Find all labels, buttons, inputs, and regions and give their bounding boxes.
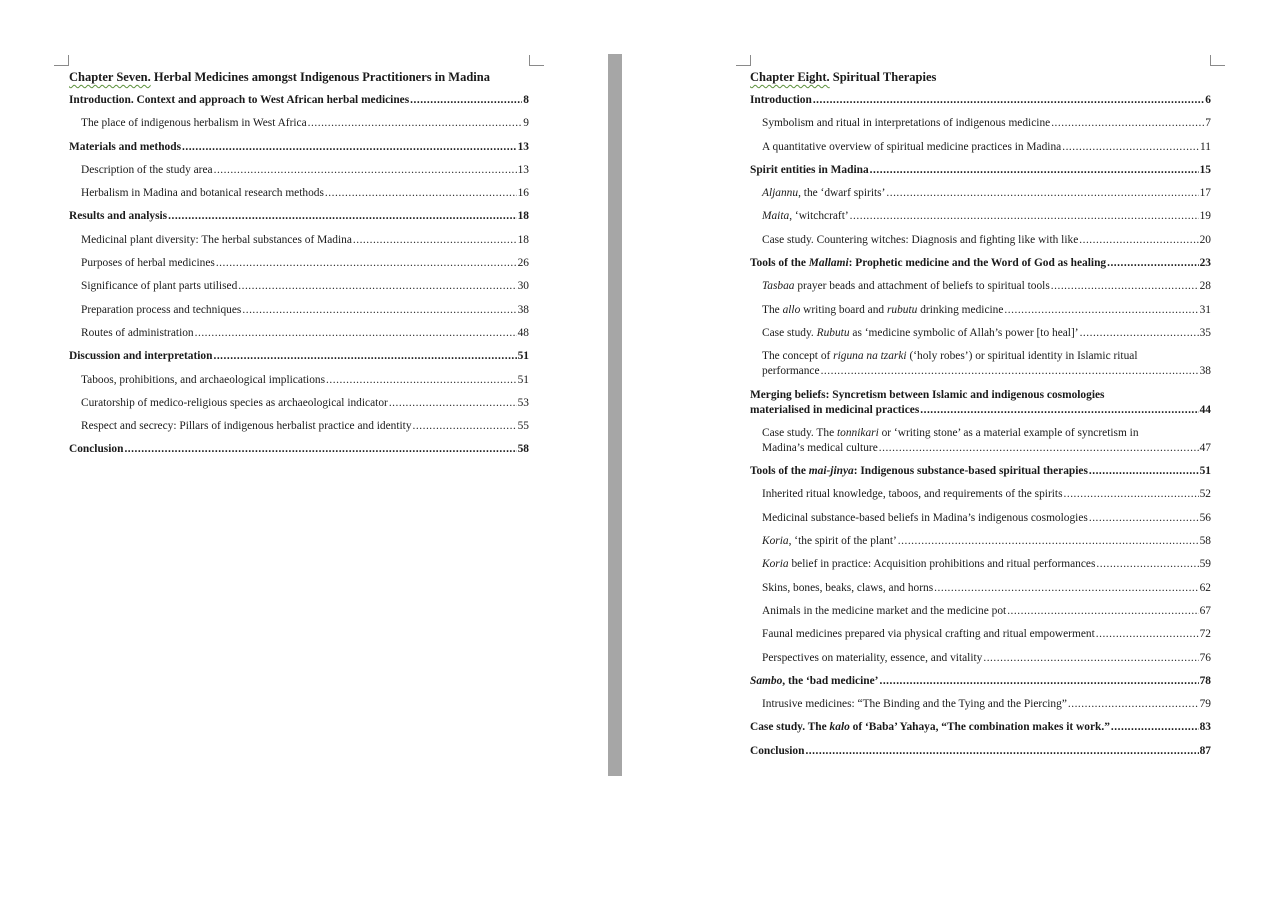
chapter-name: Herbal Medicines amongst Indigenous Practitioners in Madina xyxy=(150,70,490,84)
chapter-title xyxy=(750,69,1211,86)
toc-entry[interactable]: Significance of plant parts utilised ..... 30 xyxy=(69,279,529,294)
toc-entry[interactable]: Tasbaa prayer beads and attachment of beliefs to spiritual tools ..... 28 xyxy=(750,279,1211,294)
chapter-label: Chapter Eight. xyxy=(750,70,830,84)
toc-entry[interactable]: Respect and secrecy: Pillars of indigenous herbalist practice and identity ..... 55 xyxy=(69,419,529,434)
toc-entry[interactable]: Aljannu, the ‘dwarf spirits’ ..... 17 xyxy=(750,186,1211,201)
toc-entry[interactable]: Spirit entities in Madina ..... 15 xyxy=(750,163,1211,178)
toc-entry[interactable]: Case study. Countering witches: Diagnosis and fighting like with like ..... 20 xyxy=(750,233,1211,248)
toc-entry[interactable]: Merging beliefs: Syncretism between Islamic and indigenous cosmologies materialised in medicinal practices ..... 44 xyxy=(750,388,1211,418)
toc-entry[interactable]: Case study. The kalo of ‘Baba’ Yahaya, “The combination makes it work.” ..... 83 xyxy=(750,720,1211,735)
toc-entry[interactable]: Sambo, the ‘bad medicine’ ..... 78 xyxy=(750,674,1211,689)
toc-entry[interactable]: Curatorship of medico-religious species as archaeological indicator ..... 53 xyxy=(69,396,529,411)
toc-entry[interactable]: Preparation process and techniques ..... 38 xyxy=(69,303,529,318)
toc-entry[interactable]: Maita, ‘witchcraft’ ..... 19 xyxy=(750,209,1211,224)
toc-entry[interactable]: Koria, ‘the spirit of the plant’ ..... 58 xyxy=(750,534,1211,549)
toc-entry[interactable]: A quantitative overview of spiritual medicine practices in Madina ..... 11 xyxy=(750,140,1211,155)
toc-entry[interactable]: Herbalism in Madina and botanical research methods ..... 16 xyxy=(69,186,529,201)
chapter-label: Chapter Seven. xyxy=(69,70,151,84)
toc-entry[interactable]: The allo writing board and rubutu drinking medicine ..... 31 xyxy=(750,303,1211,318)
toc-entry[interactable]: Intrusive medicines: “The Binding and the Tying and the Piercing” ..... 79 xyxy=(750,697,1211,712)
page-gutter xyxy=(608,54,622,776)
toc-entry[interactable]: Conclusion ..... 87 xyxy=(750,744,1211,759)
toc-entry[interactable]: Conclusion ..... 58 xyxy=(69,442,529,457)
toc-entry[interactable]: The concept of riguna na tzarki (‘holy robes’) or spiritual identity in Islamic ritual performance ..... 38 xyxy=(750,349,1211,379)
right-page xyxy=(622,0,1280,905)
toc-entry[interactable]: Purposes of herbal medicines ..... 26 xyxy=(69,256,529,271)
toc-chapter-eight xyxy=(750,69,1211,767)
chapter-title xyxy=(69,69,529,86)
toc-entry[interactable]: Perspectives on materiality, essence, and vitality ..... 76 xyxy=(750,651,1211,666)
toc-entry[interactable]: Tools of the mai-jinya: Indigenous substance-based spiritual therapies ..... 51 xyxy=(750,464,1211,479)
toc-entry[interactable]: Results and analysis ..... 18 xyxy=(69,209,529,224)
toc-entry[interactable]: Routes of administration ..... 48 xyxy=(69,326,529,341)
toc-entry[interactable]: Introduction. Context and approach to West African herbal medicines ..... 8 xyxy=(69,93,529,108)
chapter-name: Spiritual Therapies xyxy=(829,70,937,84)
toc-entry[interactable]: Materials and methods ..... 13 xyxy=(69,140,529,155)
toc-entry[interactable]: Faunal medicines prepared via physical crafting and ritual empowerment ..... 72 xyxy=(750,627,1211,642)
toc-entry[interactable]: Medicinal substance-based beliefs in Madina’s indigenous cosmologies ..... 56 xyxy=(750,511,1211,526)
toc-entry[interactable]: Case study. The tonnikari or ‘writing stone’ as a material example of syncretism in Madina’s medical culture ..... 47 xyxy=(750,426,1211,456)
toc-entry[interactable]: Introduction ..... 6 xyxy=(750,93,1211,108)
toc-entry[interactable]: Animals in the medicine market and the medicine pot ..... 67 xyxy=(750,604,1211,619)
toc-entry[interactable]: Discussion and interpretation ..... 51 xyxy=(69,349,529,364)
toc-entry[interactable]: Description of the study area ..... 13 xyxy=(69,163,529,178)
left-page xyxy=(0,0,608,905)
toc-chapter-seven xyxy=(69,69,529,466)
toc-entry[interactable]: Inherited ritual knowledge, taboos, and requirements of the spirits ..... 52 xyxy=(750,487,1211,502)
toc-entry[interactable]: Case study. Rubutu as ‘medicine symbolic of Allah’s power [to heal]’ ..... 35 xyxy=(750,326,1211,341)
toc-entry[interactable]: Taboos, prohibitions, and archaeological implications ..... 51 xyxy=(69,373,529,388)
toc-entry[interactable]: Koria belief in practice: Acquisition prohibitions and ritual performances ..... 59 xyxy=(750,557,1211,572)
toc-entry[interactable]: Symbolism and ritual in interpretations of indigenous medicine ..... 7 xyxy=(750,116,1211,131)
toc-entry[interactable]: Medicinal plant diversity: The herbal substances of Madina ..... 18 xyxy=(69,233,529,248)
toc-entry[interactable]: Tools of the Mallami: Prophetic medicine and the Word of God as healing ..... 23 xyxy=(750,256,1211,271)
toc-entry[interactable]: The place of indigenous herbalism in West Africa ..... 9 xyxy=(69,116,529,131)
toc-entry[interactable]: Skins, bones, beaks, claws, and horns ..... 62 xyxy=(750,581,1211,596)
